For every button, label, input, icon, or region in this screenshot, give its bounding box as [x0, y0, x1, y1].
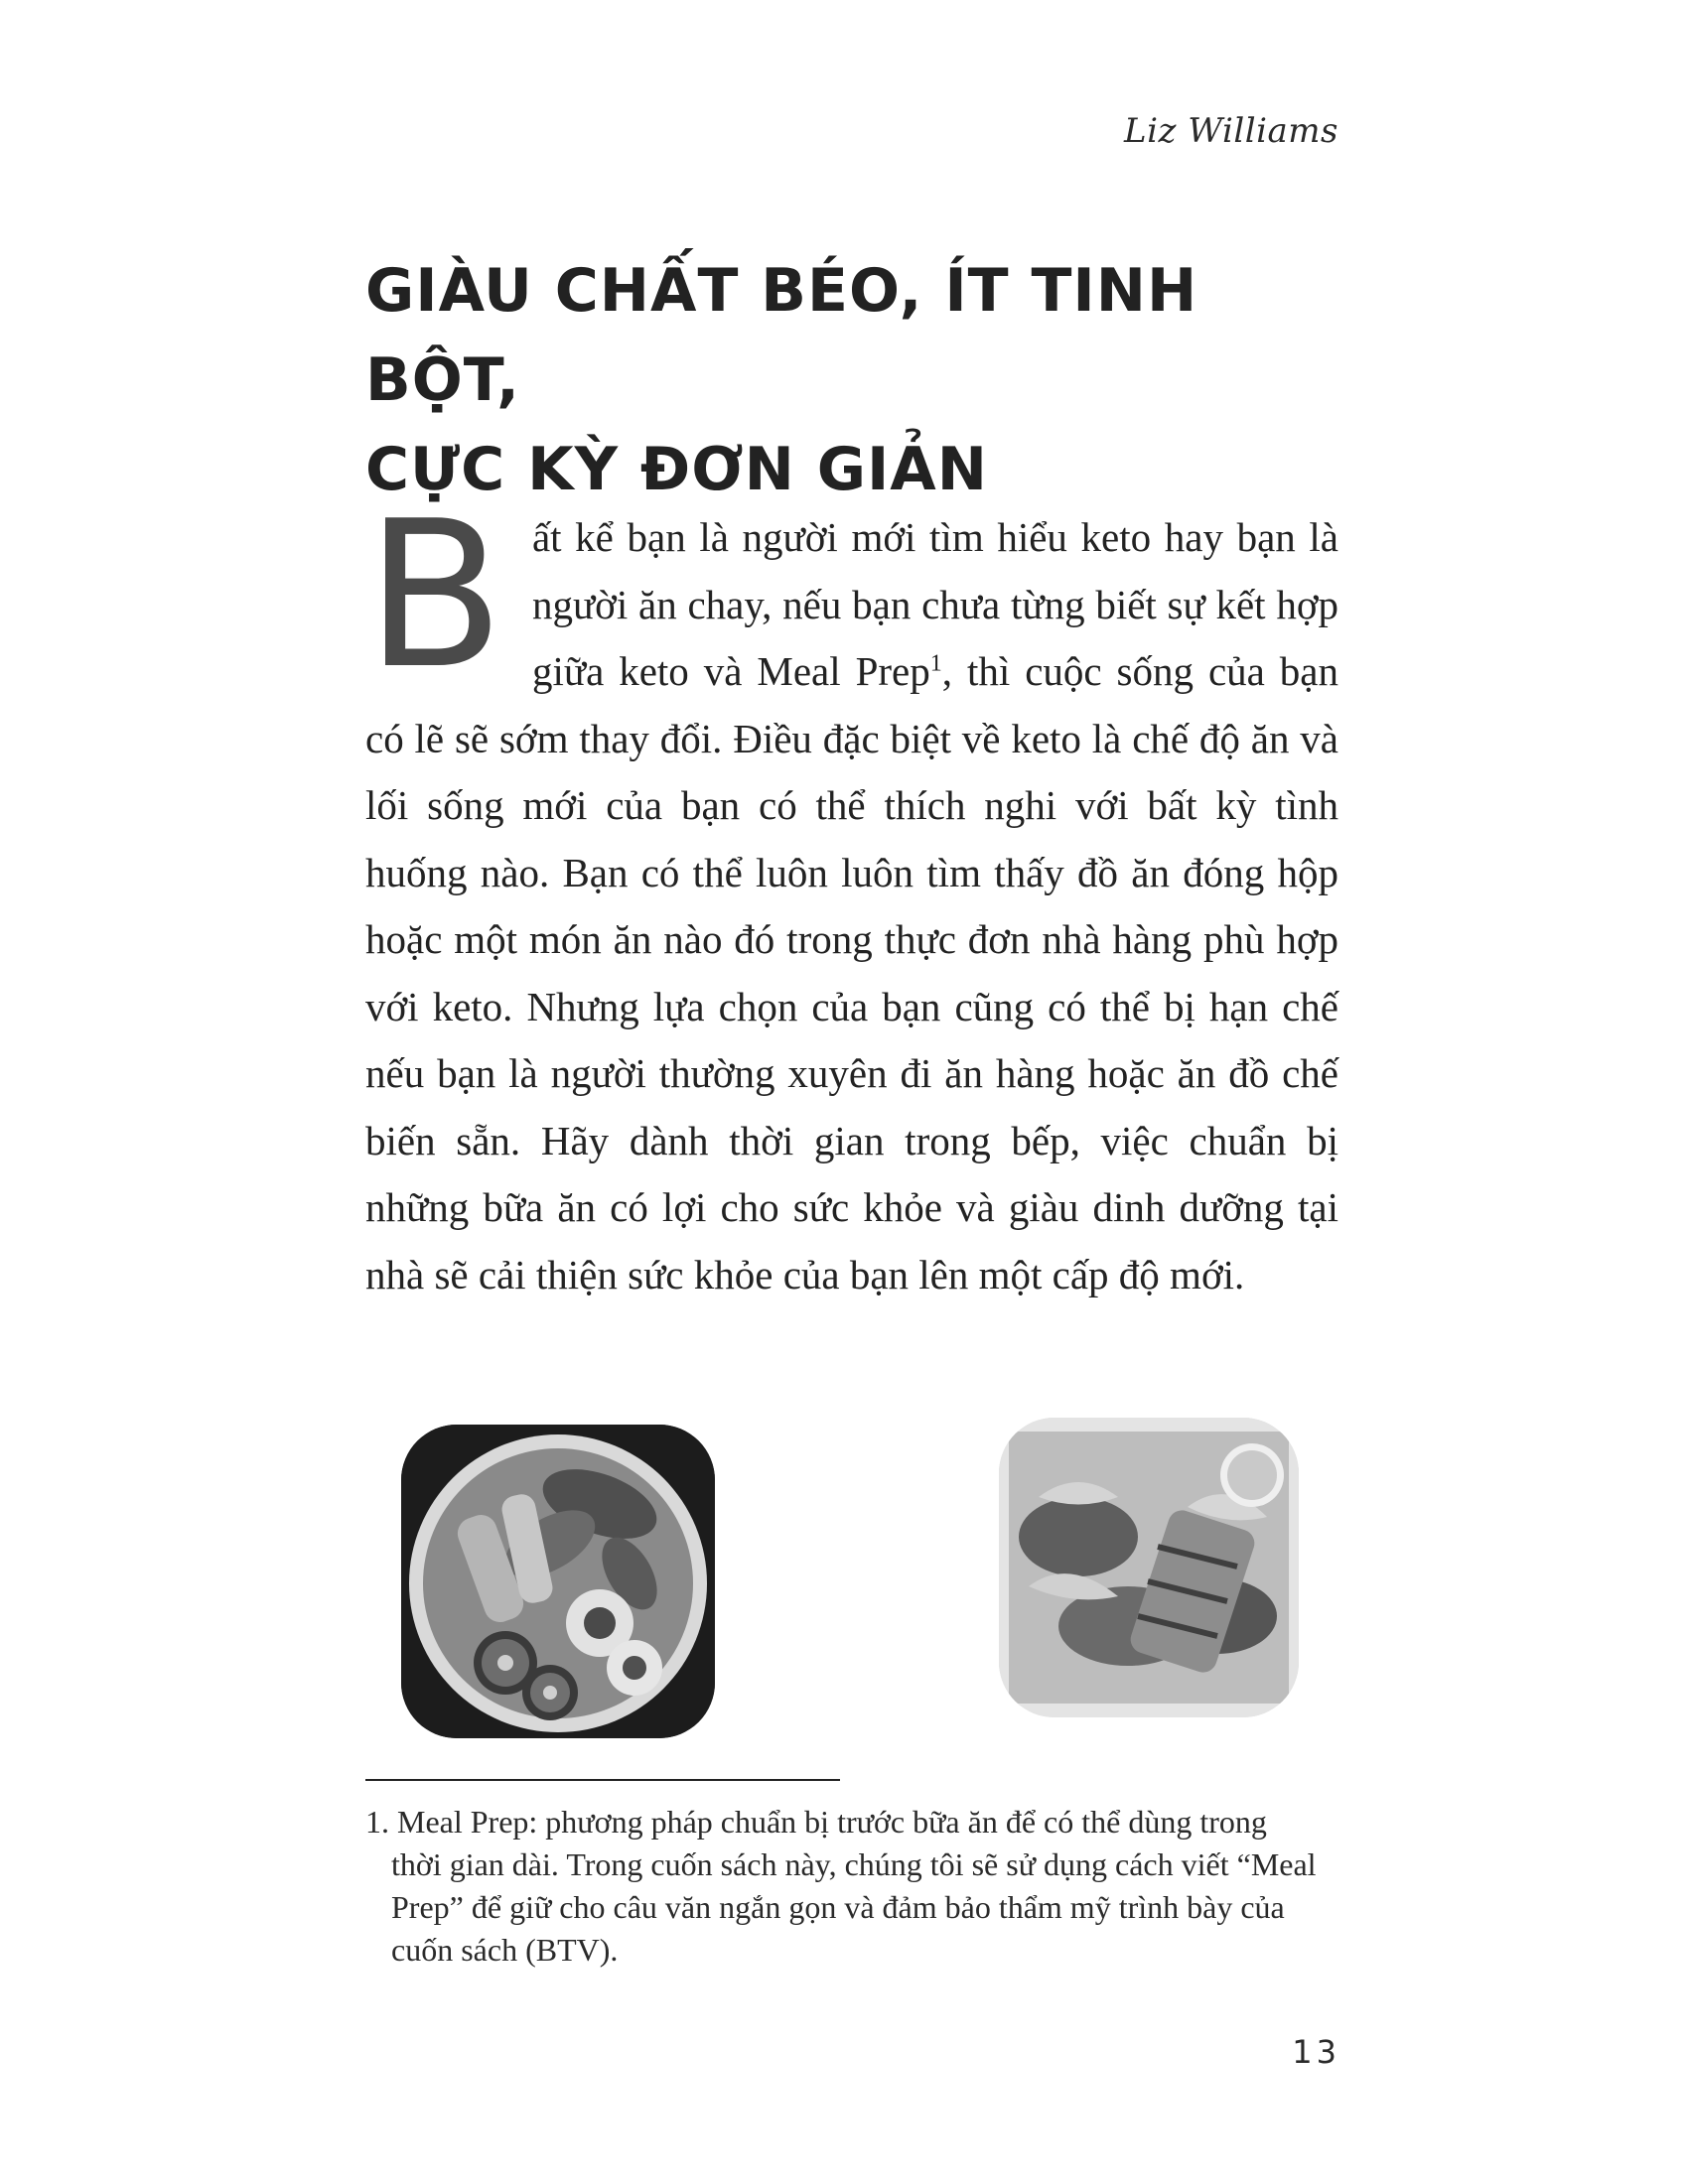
footnote-number: 1.	[365, 1804, 389, 1840]
footnote	[365, 1801, 1338, 1972]
footnote-reference[interactable]: 1	[929, 650, 942, 677]
footnote-continuation: thời gian dài. Trong cuốn sách này, chúng tôi sẽ sử dụng cách viết “Meal Prep” để giữ cho câu văn ngắn gọn và đảm bảo thẩm mỹ trình bày của cuốn sách (BTV).	[391, 1846, 1317, 1968]
running-head-author: Liz Williams	[1124, 111, 1338, 151]
chapter-title-line-2: CỰC KỲ ĐƠN GIẢN	[365, 435, 988, 504]
salmon-salad-photo	[999, 1418, 1299, 1717]
footnote-text: Meal Prep: phương pháp chuẩn bị trước bữa ăn để có thể dùng trong	[397, 1804, 1267, 1840]
drop-cap: B	[365, 478, 504, 714]
chapter-title	[365, 246, 1358, 514]
salad-bowl-photo	[401, 1425, 715, 1738]
body-text-part-2: , thì cuộc sống của bạn có lẽ sẽ sớm thay đổi. Điều đặc biệt về keto là chế độ ăn và lối sống mới của bạn có thể thích nghi với bất kỳ tình huống nào. Bạn có thể luôn luôn tìm thấy đồ ăn đóng hộp hoặc một món ăn nào đó trong thực đơn nhà hàng phù hợp với keto. Nhưng lựa chọn của bạn cũng có thể bị hạn chế nếu bạn là người thường xuyên đi ăn hàng hoặc ăn đồ chế biến sẵn. Hãy dành thời gian trong bếp, việc chuẩn bị những bữa ăn có lợi cho sức khỏe và giàu dinh dưỡng tại nhà sẽ cải thiện sức khỏe của bạn lên một cấp độ mới.	[365, 648, 1338, 1297]
chapter-title-line-1: GIÀU CHẤT BÉO, ÍT TINH BỘT,	[365, 256, 1198, 415]
page-number: 13	[1292, 2033, 1340, 2071]
footnote-divider	[365, 1779, 840, 1781]
body-paragraph	[365, 478, 1338, 1308]
body-text-part-1: ất kể bạn là người mới tìm hiểu keto hay bạn là người ăn chay, nếu bạn chưa từng biết sự kết hợp giữa keto và Meal Prep	[531, 514, 1338, 694]
